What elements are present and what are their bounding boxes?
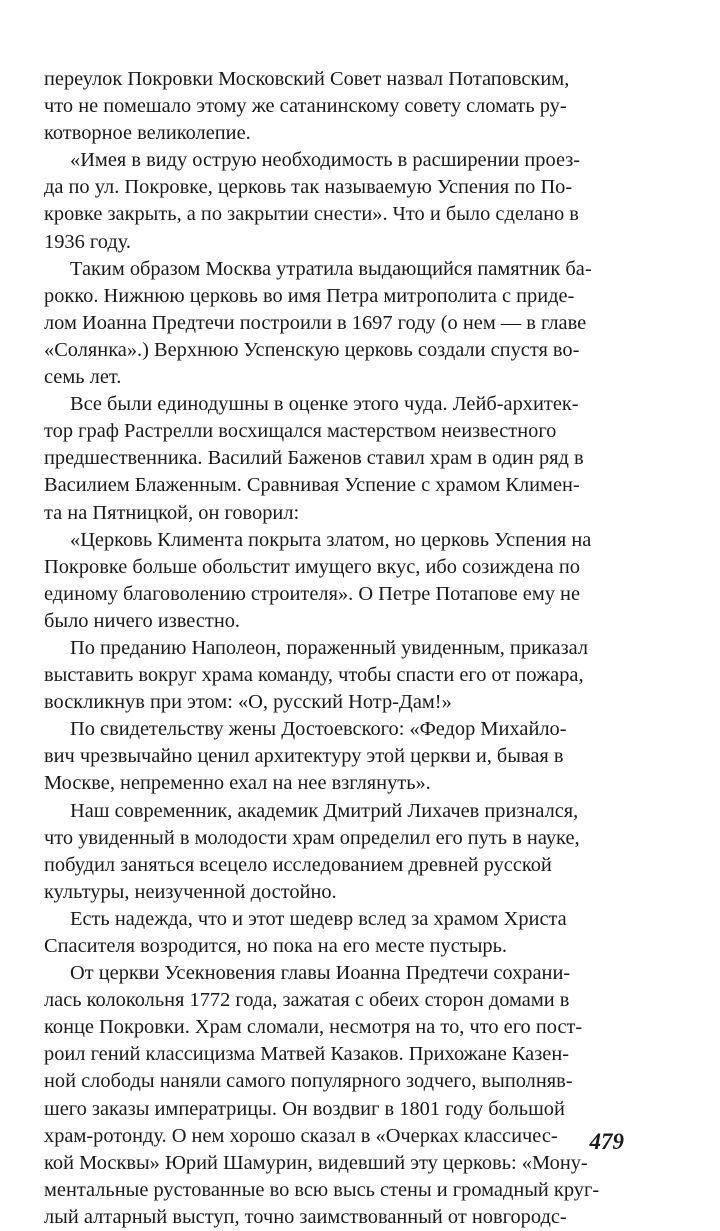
paragraph-9	[44, 960, 634, 1231]
text-line: шего заказы императрицы. Он воздвиг в 1801 году большой	[44, 1097, 565, 1120]
text-line: Есть надежда, что и этот шедевр вслед за храмом Христа	[70, 907, 567, 930]
text-line: было ничего известно.	[44, 609, 241, 632]
text-line: роил гений классицизма Матвей Казаков. Прихожане Казен-	[44, 1043, 570, 1066]
text-line: переулок Покровки Московский Совет назвал Потаповским,	[44, 68, 570, 90]
text-line: что не помешало этому же сатанинскому совету сломать ру-	[44, 95, 567, 118]
page-body	[44, 66, 634, 1231]
paragraph-3	[44, 391, 634, 526]
text-line: побудил заняться всецело исследованием древней русской	[44, 853, 552, 876]
text-line: да по ул. Покровке, церковь так называемую Успения по По-	[44, 176, 573, 199]
text-line: ной слободы наняли самого популярного зодчего, выполняв-	[44, 1070, 573, 1093]
text-line: лом Иоанна Предтечи построили в 1697 году (о нем — в главе	[44, 311, 587, 334]
text-line: Все были единодушны в оценке этого чуда. Лейб-архитек-	[70, 393, 579, 416]
text-line: Таким образом Москва утратила выдающийся памятник ба-	[70, 257, 592, 280]
text-line: Наш современник, академик Дмитрий Лихачев признался,	[70, 799, 579, 822]
text-line: «Церковь Климента покрыта златом, но церковь Успения на	[70, 528, 592, 551]
text-line: По преданию Наполеон, пораженный увиденным, приказал	[70, 636, 589, 659]
text-line: От церкви Усекновения главы Иоанна Предтечи сохрани-	[70, 962, 571, 985]
text-line: Покровке больше обольстит имущего вкус, ибо созиждена по	[44, 555, 580, 578]
paragraph-0	[44, 66, 634, 147]
text-line: выставить вокруг храма команду, чтобы спасти его от пожара,	[44, 664, 584, 687]
text-line: Спасителя возродится, но пока на его месте пустырь.	[44, 935, 508, 957]
text-line: лый алтарный выступ, точно заимствованный от новгородс-	[44, 1205, 567, 1228]
text-line: кровке закрыть, а по закрытии снести». Что и было сделано в	[44, 203, 579, 226]
text-line: семь лет.	[44, 366, 122, 389]
text-line: ментальные рустованные во всю высь стены и громадный круг-	[44, 1178, 600, 1201]
text-line: тор граф Растрелли восхищался мастерством неизвестного	[44, 420, 557, 443]
paragraph-4	[44, 527, 634, 635]
text-line: конце Покровки. Храм сломали, несмотря на то, что его пост-	[44, 1016, 583, 1039]
paragraph-7	[44, 798, 634, 906]
page-number: 479	[589, 1129, 624, 1154]
text-line: вич чрезвычайно ценил архитектуру этой церкви и, бывая в	[44, 745, 564, 768]
text-line: По свидетельству жены Достоевского: «Федор Михайло-	[70, 718, 567, 741]
paragraph-8	[44, 906, 634, 960]
paragraph-2	[44, 256, 634, 391]
text-line: кой Москвы» Юрий Шамурин, видевший эту церковь: «Мону-	[44, 1151, 588, 1174]
text-line: котворное великолепие.	[44, 122, 251, 145]
text-line: что увиденный в молодости храм определил его путь в науке,	[44, 826, 580, 849]
text-line: культуры, неизученной достойно.	[44, 880, 337, 903]
paragraph-5	[44, 635, 634, 716]
text-line: Москве, непременно ехал на нее взглянуть».	[44, 772, 431, 795]
text-line: лась колокольня 1772 года, зажатая с обеих сторон домами в	[44, 989, 570, 1012]
text-line: Василием Блаженным. Сравнивая Успение с храмом Климен-	[44, 474, 580, 497]
paragraph-1	[44, 147, 634, 255]
text-line: 1936 году.	[44, 230, 131, 253]
text-line: «Имея в виду острую необходимость в расширении проез-	[70, 149, 581, 172]
text-line: воскликнув при этом: «О, русский Нотр-Дам!»	[44, 691, 452, 714]
text-line: «Солянка».) Верхнюю Успенскую церковь создали спустя во-	[44, 338, 580, 361]
text-line: рокко. Нижнюю церковь во имя Петра митрополита с приде-	[44, 284, 575, 307]
paragraph-6	[44, 716, 634, 797]
text-line: та на Пятницкой, он говорил:	[44, 501, 300, 524]
text-line: единому благоволению строителя». О Петре Потапове ему не	[44, 582, 581, 605]
text-line: предшественника. Василий Баженов ставил храм в один ряд в	[44, 447, 584, 470]
text-line: храм-ротонду. О нем хорошо сказал в «Очерках классичес-	[44, 1124, 558, 1147]
